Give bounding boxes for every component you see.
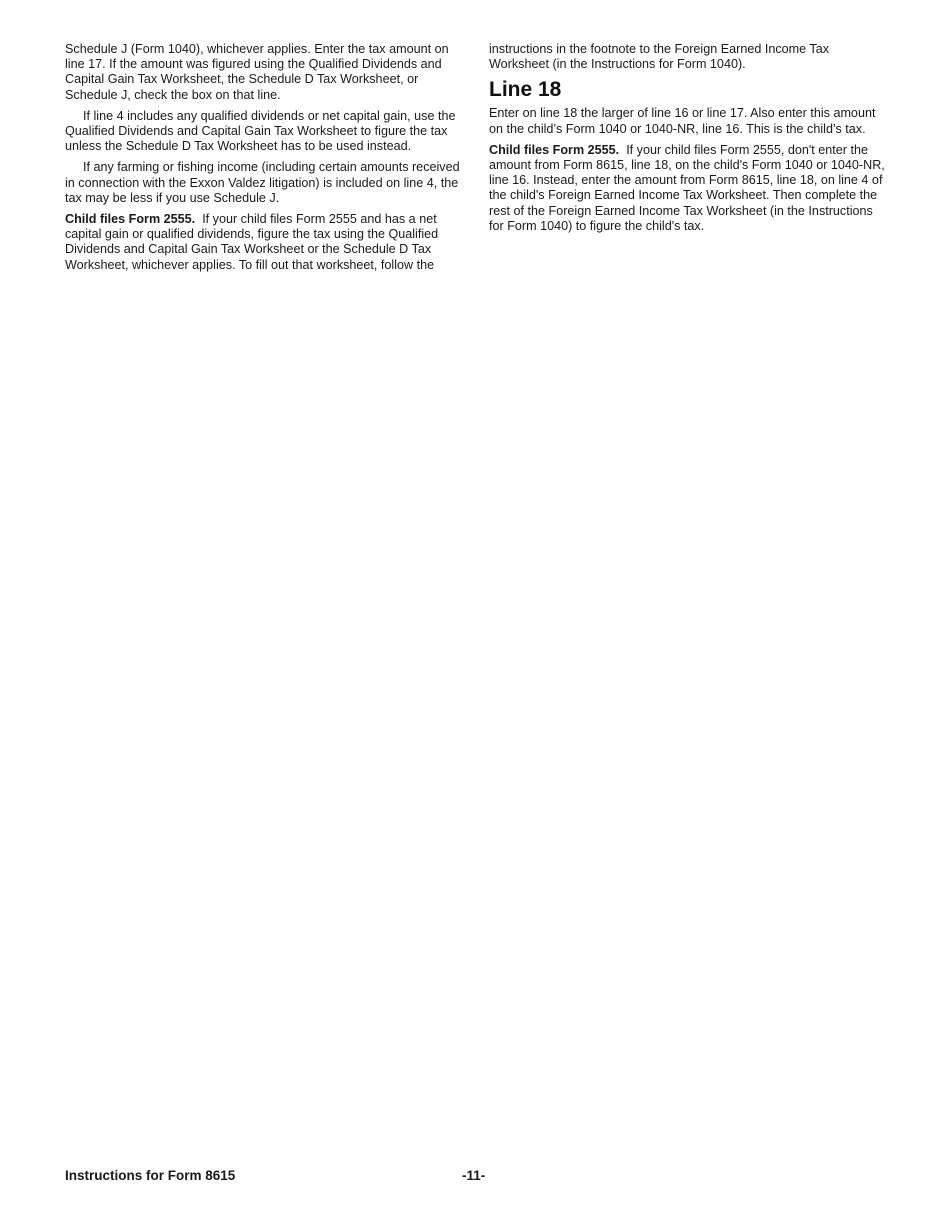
right-paragraph-3: [489, 143, 887, 234]
left-paragraph-4-body: If your child files Form 2555 and has a net capital gain or qualified dividends, figure the tax using the Qualified Dividends and Capital Gain Tax Worksheet or the Schedule D Tax Worksheet, whichever applies. To fill out that worksheet, follow the: [65, 212, 439, 272]
footer-document-title: Instructions for Form 8615: [65, 1168, 236, 1183]
line-18-heading: Line 18: [489, 78, 562, 102]
right-paragraph-3-body: If your child files Form 2555, don't enter the amount from Form 8615, line 18, on the child's Form 1040 or 1040-NR, line 16. Instead, enter the amount from Form 8615, line 18, on line 4 of the child's Foreign Earned Income Tax Worksheet. Then complete the rest of the Foreign Earned Income Tax Worksheet (in the Instructions for Form 1040) to figure the child's tax.: [489, 142, 885, 233]
left-paragraph-4: [65, 212, 463, 273]
footer-page-number: -11-: [462, 1168, 486, 1183]
left-column: [65, 42, 463, 279]
child-files-form-2555-heading: Child files Form 2555.: [65, 212, 196, 227]
left-paragraph-2: If line 4 includes any qualified dividends or net capital gain, use the Qualified Dividends and Capital Gain Tax Worksheet to figure the tax unless the Schedule D Tax Worksheet has to be used instead.: [65, 108, 456, 154]
left-paragraph-1: Schedule J (Form 1040), whichever applies. Enter the tax amount on line 17. If the amount was figured using the Qualified Dividends and Capital Gain Tax Worksheet, the Schedule D Tax Worksheet, or Schedule J, check the box on that line.: [65, 42, 449, 102]
right-paragraph-2: Enter on line 18 the larger of line 16 or line 17. Also enter this amount on the child’s Form 1040 or 1040-NR, line 16. This is the child’s tax.: [489, 106, 876, 136]
left-paragraph-3: If any farming or fishing income (including certain amounts received in connection with the Exxon Valdez litigation) is included on line 4, the tax may be less if you use Schedule J.: [65, 160, 460, 205]
right-column: [489, 42, 887, 240]
child-files-form-2555-heading-right: Child files Form 2555.: [489, 142, 620, 157]
right-paragraph-1: instructions in the footnote to the Foreign Earned Income Tax Worksheet (in the Instructions for Form 1040).: [489, 42, 829, 72]
